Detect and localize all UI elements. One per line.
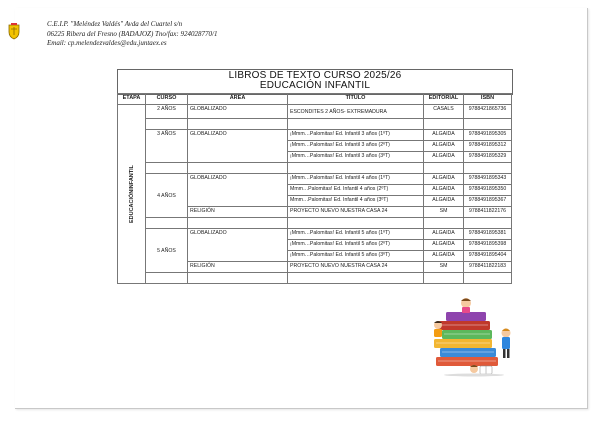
cell-isbn: 9788491895343: [464, 174, 512, 185]
cell-isbn: 9788491895350: [464, 185, 512, 196]
spacer-row: [118, 163, 512, 174]
cell-area: GLOBALIZADO: [188, 130, 288, 163]
header-email: Email: cp.melendezvaldes@edu.juntaex.es: [47, 39, 167, 47]
school-crest-icon: [7, 22, 21, 40]
document-title: LIBROS DE TEXTO CURSO 2025/26: [228, 70, 402, 81]
cell-titulo: Mmm…Palomitas! Ed. Infantil 4 años (2ºT): [288, 185, 424, 196]
cell-editorial: ALGAIDA: [424, 141, 464, 152]
spacer-row: [118, 273, 512, 284]
cell-editorial: ALGAIDA: [424, 130, 464, 141]
cell-isbn: 9788491895404: [464, 251, 512, 262]
col-area: ÁREA: [188, 94, 288, 105]
table-row: [118, 174, 512, 185]
cell-editorial: ALGAIDA: [424, 185, 464, 196]
header-phone: 06225 Ribera del Fresno (BADAJOZ) Tno/fax: 924028770/1: [47, 29, 218, 38]
cell-editorial: ALGAIDA: [424, 152, 464, 163]
table-row: [118, 105, 512, 119]
cell-isbn: 9788491895312: [464, 141, 512, 152]
table-row: [118, 229, 512, 240]
title-box: [117, 69, 513, 95]
cell-titulo: ESCONDITES 2 AÑOS- EXTREMADURA: [288, 105, 424, 119]
cell-titulo: ¡Mmm…Palomitas! Ed. Infantil 3 años (2ºT): [288, 141, 424, 152]
school-header: [47, 20, 217, 49]
cell-area: GLOBALIZADO: [188, 105, 288, 119]
cell-titulo: ¡Mmm…Palomitas! Ed. Infantil 3 años (1ºT): [288, 130, 424, 141]
title-block: [118, 70, 512, 92]
cell-editorial: ALGAIDA: [424, 174, 464, 185]
textbook-table: [117, 93, 512, 284]
cell-titulo: ¡Mmm…Palomitas! Ed. Infantil 3 años (3ºT): [288, 152, 424, 163]
cell-editorial: CASALS: [424, 105, 464, 119]
cell-curso: 2 AÑOS: [146, 105, 188, 119]
etapa-label: EDUCACIÓNINFANTIL: [128, 164, 135, 224]
table-row: [118, 130, 512, 141]
cell-isbn: 9788491895367: [464, 196, 512, 207]
col-titulo: TÍTULO: [288, 94, 424, 105]
col-isbn: ISBN: [464, 94, 512, 105]
cell-titulo: Mmm…Palomitas! Ed. Infantil 4 años (3ºT): [288, 196, 424, 207]
cell-isbn: 9788491895305: [464, 130, 512, 141]
cell-titulo: ¡Mmm…Palomitas! Ed. Infantil 5 años (1ºT): [288, 229, 424, 240]
cell-editorial: ALGAIDA: [424, 196, 464, 207]
cell-titulo: PROYECTO NUEVO NUESTRA CASA 24: [288, 207, 424, 218]
cell-area: GLOBALIZADO: [188, 229, 288, 262]
cell-editorial: SM: [424, 207, 464, 218]
cell-curso: 4 AÑOS: [146, 174, 188, 218]
cell-titulo: ¡Mmm…Palomitas! Ed. Infantil 5 años (2ºT): [288, 240, 424, 251]
cell-area: RELIGIÓN: [188, 262, 288, 273]
cell-editorial: ALGAIDA: [424, 251, 464, 262]
header-address: C.E.I.P. "Meléndez Valdés" Avda del Cuartel s/n: [47, 20, 183, 28]
spacer-row: [118, 119, 512, 130]
children-reading-books-illustration: [428, 295, 520, 377]
cell-curso: 5 AÑOS: [146, 229, 188, 273]
col-curso: CURSO: [146, 94, 188, 105]
cell-titulo: ¡Mmm…Palomitas! Ed. Infantil 5 años (3ºT): [288, 251, 424, 262]
cell-isbn: 9788491895398: [464, 240, 512, 251]
cell-area: RELIGIÓN: [188, 207, 288, 218]
cell-curso: 3 AÑOS: [146, 130, 188, 163]
document-subtitle: EDUCACIÓN INFANTIL: [259, 80, 371, 91]
cell-isbn: 9788411822183: [464, 262, 512, 273]
cell-area: GLOBALIZADO: [188, 174, 288, 207]
spacer-row: [118, 218, 512, 229]
cell-isbn: 9788411822176: [464, 207, 512, 218]
cell-isbn: 9788421865736: [464, 105, 512, 119]
cell-editorial: ALGAIDA: [424, 240, 464, 251]
cell-isbn: 9788491895329: [464, 152, 512, 163]
cell-isbn: 9788491895381: [464, 229, 512, 240]
cell-titulo: PROYECTO NUEVO NUESTRA CASA 24: [288, 262, 424, 273]
col-etapa: ETAPA: [118, 94, 146, 105]
cell-editorial: SM: [424, 262, 464, 273]
cell-editorial: ALGAIDA: [424, 229, 464, 240]
cell-titulo: ¡Mmm…Palomitas! Ed. Infantil 4 años (1ºT): [288, 174, 424, 185]
table-header-row: [118, 94, 512, 105]
col-editorial: EDITORIAL: [424, 94, 464, 105]
etapa-cell: [118, 105, 146, 284]
